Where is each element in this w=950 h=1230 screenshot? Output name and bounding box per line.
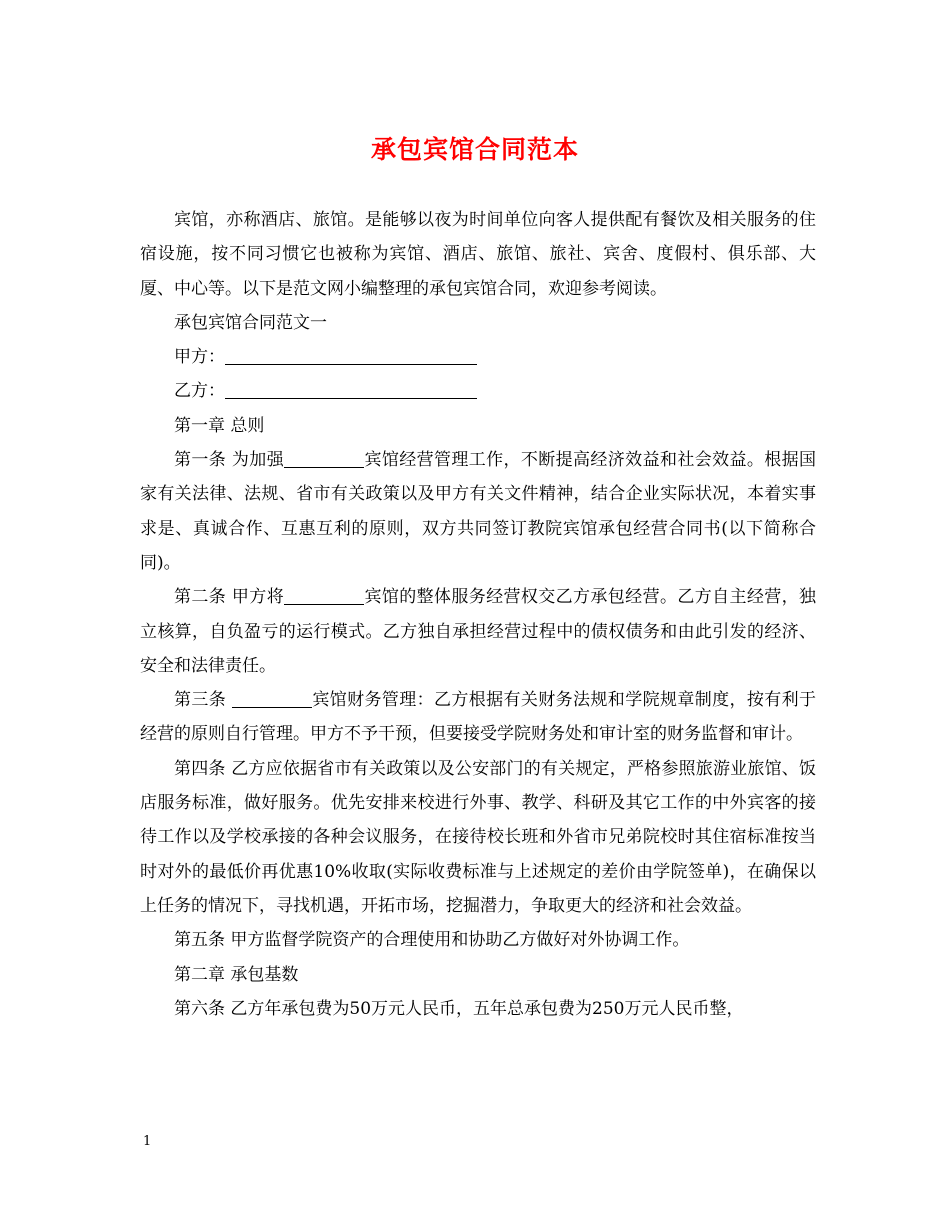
article-2-blank (284, 587, 364, 605)
article-1-lead: 第一条 为加强 (174, 450, 285, 471)
article-2-text: 宾馆的整体服务经营权交乙方承包经营。乙方自主经营，独立核算，自负盈亏的运行模式。乙方独自承担经营过程中的债权债务和由此引发的经济、安全和法律责任。 (140, 587, 816, 676)
document-title: 承包宾馆合同范本 (370, 135, 579, 164)
article-3-blank (232, 690, 312, 708)
article-4: 第四条 乙方应依据省市有关政策以及公安部门的有关规定，严格参照旅游业旅馆、饭店服务标准，做好服务。优先安排来校进行外事、教学、科研及其它工作的中外宾客的接待工作以及学校承接的各种会议服务，在接待校长班和外省市兄弟院校时其住宿标准按当时对外的最低价再优惠10%收取(实际收费标准与上述规定的差价由学院签单)，在确保以上任务的情况下，寻找机遇，开拓市场，挖掘潜力，争取更大的经济和社会效益。 (140, 758, 816, 916)
article-2-lead: 第二条 甲方将 (174, 587, 285, 608)
party-b-label: 乙方： (174, 381, 225, 402)
intro-paragraph: 宾馆，亦称酒店、旅馆。是能够以夜为时间单位向客人提供配有餐饮及相关服务的住宿设施，按不同习惯它也被称为宾馆、酒店、旅馆、旅社、宾舍、度假村、俱乐部、大厦、中心等。以下是范文网小编整理的承包宾馆合同，欢迎参考阅读。 (140, 210, 816, 299)
party-a-blank (225, 347, 477, 365)
article-3 (140, 683, 816, 752)
article-3-lead: 第三条 (174, 690, 232, 711)
article-6: 第六条 乙方年承包费为50万元人民币，五年总承包费为250万元人民币整， (174, 998, 744, 1019)
article-1 (140, 443, 816, 580)
article-5: 第五条 甲方监督学院资产的合理使用和协助乙方做好对外协调工作。 (174, 930, 690, 951)
document-body (140, 203, 816, 1026)
chapter-2-heading: 第二章 承包基数 (174, 964, 299, 985)
page-number: 1 (143, 1134, 152, 1149)
party-b-line (140, 374, 816, 408)
article-1-text: 宾馆经营管理工作，不断提高经济效益和社会效益。根据国家有关法律、法规、省市有关政策以及甲方有关文件精神，结合企业实际状况，本着实事求是、真诚合作、互惠互利的原则，双方共同签订教院宾馆承包经营合同书(以下简称合同)。 (140, 450, 816, 573)
article-1-blank (284, 450, 364, 468)
sample-heading: 承包宾馆合同范文一 (174, 312, 327, 333)
party-a-line (140, 340, 816, 374)
party-a-label: 甲方： (174, 347, 225, 368)
party-b-blank (225, 381, 477, 399)
article-2 (140, 580, 816, 683)
article-3-text: 宾馆财务管理：乙方根据有关财务法规和学院规章制度，按有利于经营的原则自行管理。甲方不予干预，但要接受学院财务处和审计室的财务监督和审计。 (140, 690, 817, 745)
chapter-1-heading: 第一章 总则 (174, 415, 265, 436)
